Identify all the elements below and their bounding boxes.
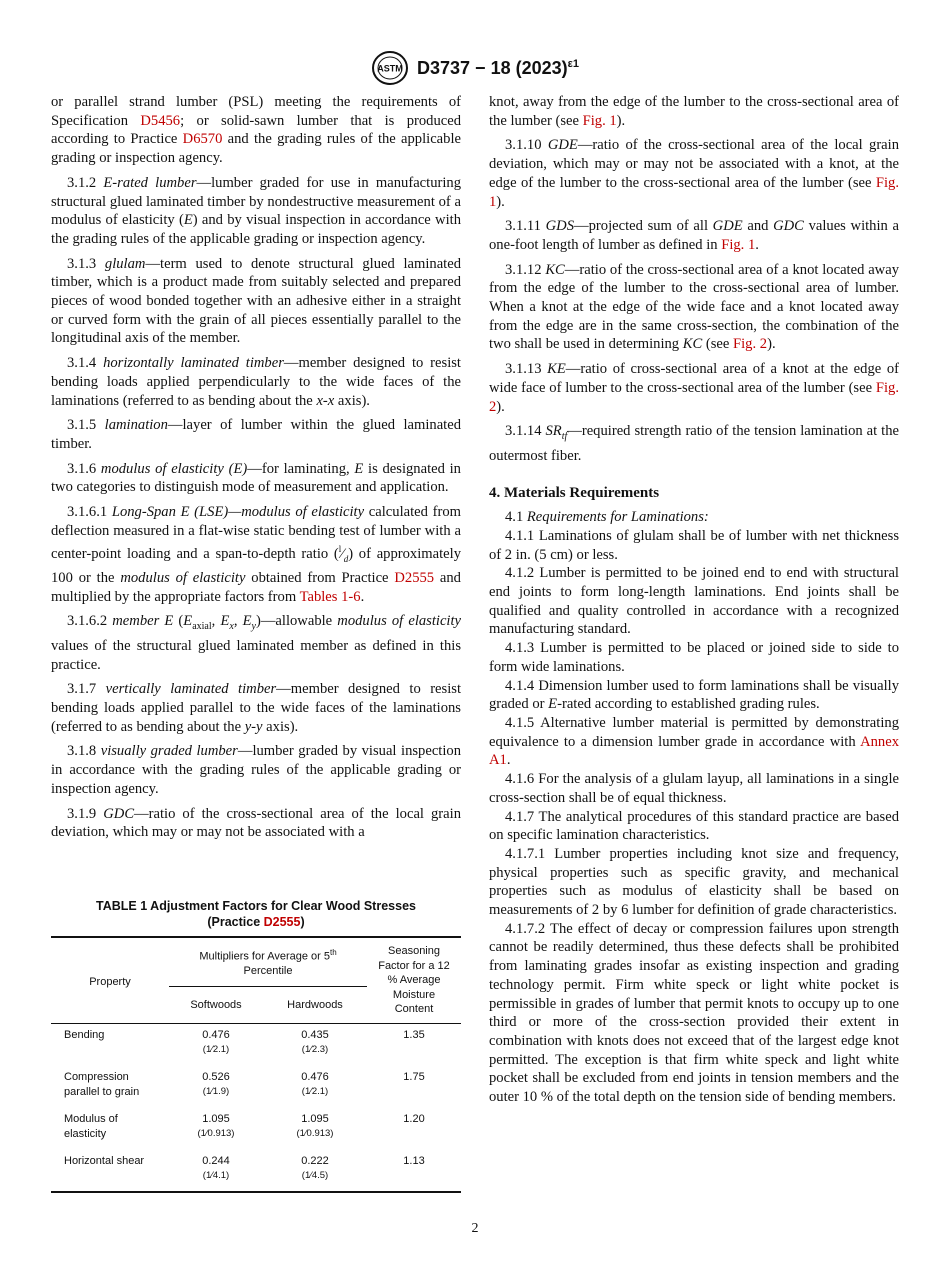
paragraph: or parallel strand lumber (PSL) meeting the requirements of Specification D5456; or solid-sawn lumber that is produced according to Practice D6570 and the grading rules of the applicable grading or inspection agency. xyxy=(51,94,461,167)
paragraph: 3.1.11 GDS—projected sum of all GDE and GDC values within a one-foot length of lumber as defined in Fig. 1. xyxy=(489,218,899,253)
header-seasoning: Seasoning Factor for a 12 % Average Moisture Content xyxy=(367,937,461,1024)
paragraph: 3.1.10 GDE—ratio of the cross-sectional area of the local grain deviation, which may or may not be associated with a knot, at the edge of the lumber to the cross-sectional area of the lumber (see Fig. 1). xyxy=(489,137,900,210)
table-row: Bending 0.476 (1⁄2.1) 0.435 (1⁄2.3) 1.35 xyxy=(64,1029,425,1055)
table-1 xyxy=(51,898,461,1193)
link-d2555-table[interactable]: D2555 xyxy=(263,915,301,929)
link-d5456[interactable]: D5456 xyxy=(140,112,181,129)
link-d6570[interactable]: D6570 xyxy=(182,131,223,148)
link-fig-1[interactable]: Fig. 1 xyxy=(489,174,899,210)
epsilon-superscript: ε1 xyxy=(567,57,579,70)
paragraph: 3.1.9 GDC—ratio of the cross-sectional area of the local grain deviation, which may or may not be associated with a xyxy=(51,805,462,841)
paragraph: 4.1.2 Lumber is permitted to be joined end to end with structural end joints to form long-length laminations. End joints shall be qualified and quality controlled in accordance with a recognized manufacturing standard. xyxy=(489,565,899,638)
paragraph: 3.1.5 lamination—layer of lumber within the glued laminated timber. xyxy=(51,417,462,452)
paragraph: 4.1.3 Lumber is permitted to be placed or joined side to side to form wide laminations. xyxy=(489,640,899,675)
paragraph: 4.1 Requirements for Laminations: xyxy=(505,509,709,526)
page-header xyxy=(0,50,950,86)
link-annex-a1[interactable]: Annex A1 xyxy=(489,733,899,769)
svg-text:ASTM: ASTM xyxy=(377,63,403,74)
astm-logo-icon xyxy=(371,50,409,86)
paragraph: 4.1.7 The analytical procedures of this standard practice are based on specific lamination characteristics. xyxy=(489,808,899,844)
paragraph: 3.1.6 modulus of elasticity (E)—for laminating, E is designated in two categories to distinguish mode of measurement and application. xyxy=(51,460,461,496)
paragraph: 3.1.13 KE—ratio of cross-sectional area of a knot at the edge of wide face of lumber to the cross-sectional area of the lumber (see Fig. 2). xyxy=(489,361,899,415)
paragraph: 4.1.5 Alternative lumber material is permitted by demonstrating equivalence to a dimension lumber grade in accordance with Annex A1. xyxy=(489,715,899,769)
paragraph: 3.1.2 E-rated lumber—lumber graded for use in manufacturing structural glued laminated timber by nondestructive measurement of a modulus of elasticity (E) and by visual inspection in accordance with the grading rules of the applicable grading or inspection agency. xyxy=(51,174,462,247)
paragraph: 3.1.7 vertically laminated timber—member designed to resist bending loads applied parallel to the wide faces of the laminations (referred to as bending about the y-y axis). xyxy=(51,681,462,735)
link-fig-1[interactable]: Fig. 1 xyxy=(721,236,756,253)
header-property: Property xyxy=(51,937,169,1024)
right-column xyxy=(489,93,899,1107)
table-row: Compression parallel to grain 0.526 (1⁄1.9) 0.476 (1⁄2.1) 1.75 xyxy=(64,1071,425,1098)
table-row: Modulus of elasticity 1.095 (1⁄0.913) 1.095 (1⁄0.913) 1.20 xyxy=(64,1113,425,1140)
header-softwoods: Softwoods xyxy=(169,987,263,1024)
section-heading: 4. Materials Requirements xyxy=(489,484,660,501)
paragraph: 4.1.6 For the analysis of a glulam layup, all laminations in a single cross-section shall be of equal thickness. xyxy=(489,771,899,806)
link-fig-1[interactable]: Fig. 1 xyxy=(582,112,617,129)
paragraph: 3.1.14 $SR_{tf}—required$ strength ratio of the tension lamination at the outermost fiber. xyxy=(489,423,899,464)
table-title: TABLE 1 Adjustment Factors for Clear Wood Stresses (Practice D2555) xyxy=(96,899,416,929)
document-designation: D3737 − 18 $(2023)^{\varepsilon 1}$ xyxy=(417,57,579,78)
paragraph: 3.1.3 glulam—term used to denote structural glued laminated timber, which is a product made from suitably selected and prepared pieces of wood bonded together with an adhesive either in a straight or curved form with the grain of all pieces essentially parallel to the longitudinal axis of the member. xyxy=(51,255,461,347)
left-column xyxy=(51,93,461,848)
paragraph: 4.1.1 Laminations of glulam shall be of lumber with net thickness of 2 in. (5 cm) or less. xyxy=(489,527,899,563)
paragraph: 3.1.4 horizontally laminated timber—member designed to resist bending loads applied perpendicularly to the wide faces of the laminations (referred to as bending about the x-x axis). xyxy=(51,355,461,409)
link-fig-2[interactable]: Fig. 2 xyxy=(733,336,768,353)
table-row: Horizontal shear 0.244 (1⁄4.1) 0.222 (1⁄4.5) 1.13 xyxy=(51,1154,461,1192)
page-number: 2 xyxy=(471,1221,479,1236)
paragraph: 3.1.12 KC—ratio of the cross-sectional area of a knot located away from the edge of the lumber to the cross-sectional area of lumber. When a knot at the edge of the wide face and a knot located away from the edge are in the same cross-section, the combination of the two shall be used in determining KC (see Fig. 2). xyxy=(489,261,899,353)
paragraph: 4.1.7.2 The effect of decay or compression failures upon strength cannot be readily determined, thus these defects shall be prohibited from laminating grades insofar as existing inspection and grading technology permit. Firm white speck or light white pocket is permissible in grades of lumber that permit knots to occupy up to one third or more of the cross-section provided their extent in combination with knots does not exceed that of the largest edge knot permitted. The exception is that firm white speck and light white pocket shall be excluded from end joints in tension members and the outer 10 % of the total depth on the tension side of bending members. xyxy=(489,920,899,1106)
link-fig-2[interactable]: Fig. 2 xyxy=(489,379,899,415)
paragraph: 4.1.4 Dimension lumber used to form laminations shall be visually graded or E-rated according to established grading rules. xyxy=(489,677,899,713)
paragraph: 3.1.8 visually graded lumber—lumber graded by visual inspection in accordance with the grading rules of the applicable grading or inspection agency. xyxy=(51,743,461,797)
header-hardwoods: Hardwoods xyxy=(263,987,367,1024)
adjustment-factors-table xyxy=(51,936,461,1193)
paragraph: 3.1.6.1 Long-Span E (LSE)—modulus of elasticity calculated from deflection measured in a flat-wise static bending test of lumber with a center-point loading and a span-to-depth ratio $(^l⁄_d)$ of approximately 100 or the modulus of elasticity obtained from Practice D2555 and multiplied by the appropriate factors from Tables 1-6. xyxy=(51,504,461,605)
link-d2555[interactable]: D2555 xyxy=(394,569,435,586)
link-tables-1-6[interactable]: Tables 1-6 xyxy=(299,588,361,605)
paragraph: knot, away from the edge of the lumber to the cross-sectional area of the lumber (see Fig. 1). xyxy=(489,94,899,129)
paragraph: 3.1.6.2 member E ($E_{axial}$, $E_x$, $E_y)—allowable$ modulus of elasticity values of the structural glued laminated member as defined in this practice. xyxy=(51,613,462,673)
paragraph: 4.1.7.1 Lumber properties including knot size and frequency, physical properties such as specific gravity, and mechanical properties such as modulus of elasticity shall be based on measurements of 2 by 6 lumber for definition of grade characteristics. xyxy=(489,845,899,919)
header-multipliers: Multipliers for Average or 5th Percentile xyxy=(169,937,367,987)
